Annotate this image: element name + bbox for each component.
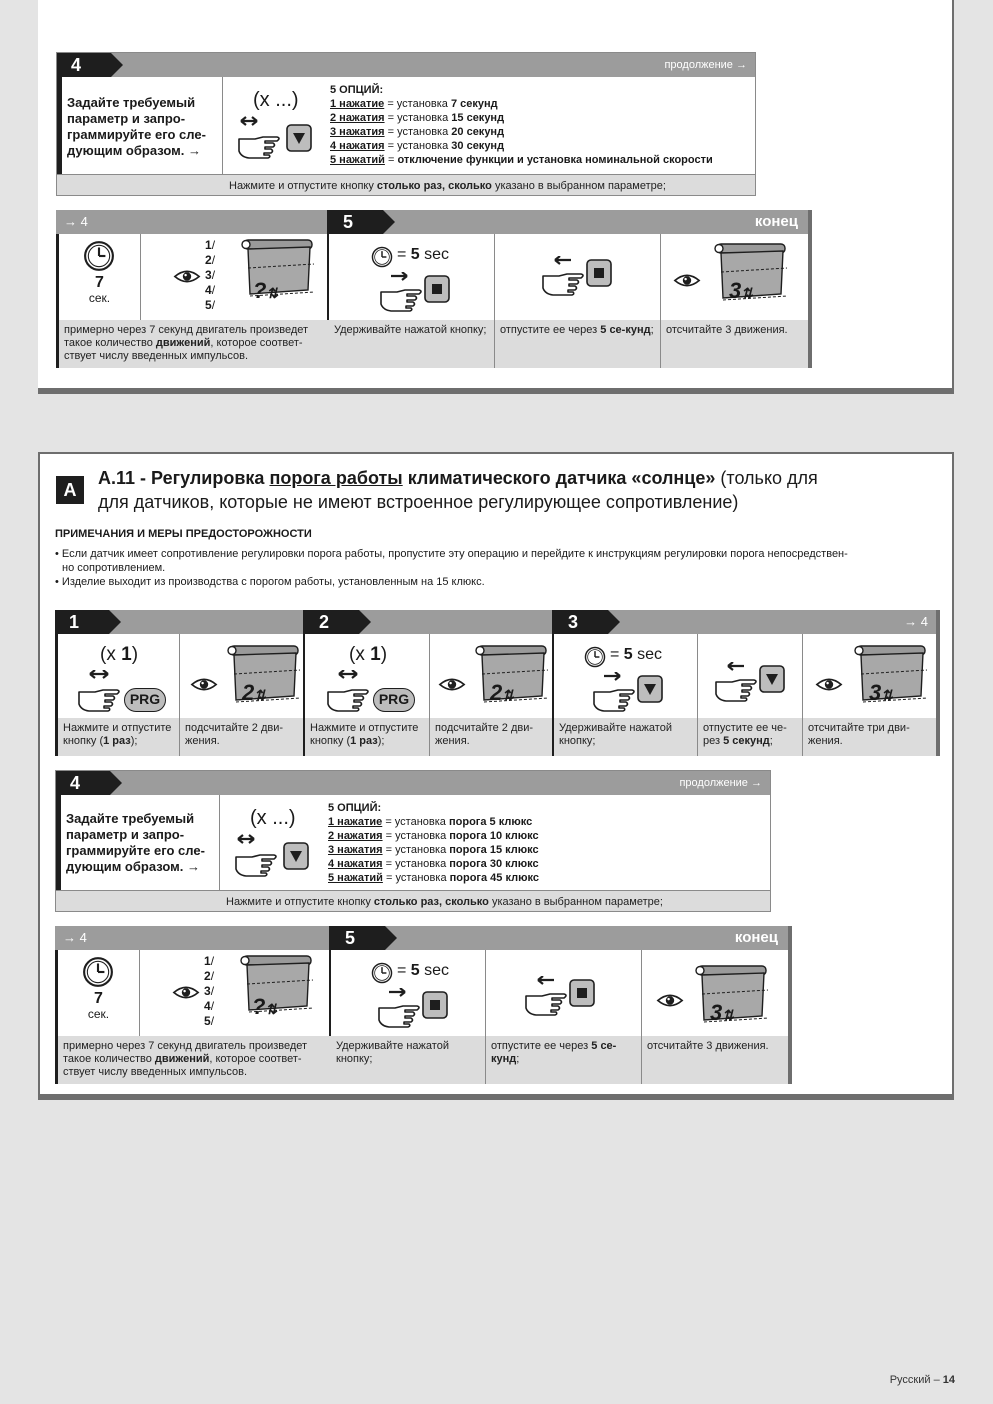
three-movements-mark: 3⇅ <box>729 278 753 303</box>
continuation-label: продолжение → <box>679 777 762 789</box>
hold-cell <box>329 234 494 320</box>
count3-cell <box>661 234 808 320</box>
prg-button: PRG <box>124 688 166 712</box>
up-down-arrows-icon: ⇅ <box>881 687 893 703</box>
eye-icon <box>173 268 201 285</box>
arrow-right-icon: → <box>736 59 747 71</box>
top-step4-header <box>57 53 755 77</box>
top-step4-block <box>56 52 756 196</box>
notes-heading: ПРИМЕЧАНИЯ И МЕРЫ ПРЕДОСТОРОЖНОСТИ <box>55 528 312 540</box>
section-badge: A <box>56 476 84 504</box>
count3-cell <box>642 950 788 1036</box>
shade-count-cell <box>140 950 329 1036</box>
step3-hold-cell <box>554 634 697 718</box>
step1-press-cell <box>58 634 179 718</box>
goto-step4-label: → 4 <box>904 614 928 629</box>
up-down-arrows-icon: ⇅ <box>741 285 753 301</box>
step2-press-cell <box>305 634 429 718</box>
clock-cell <box>59 234 140 320</box>
hand-press-down-icon <box>237 115 321 161</box>
three-movements-mark: 3⇅ <box>869 680 893 705</box>
step4-number: 4 <box>56 771 110 795</box>
up-down-arrows-icon: ⇅ <box>265 1001 278 1017</box>
step1-count-cell <box>180 634 303 718</box>
hand-press-down-icon <box>592 672 668 712</box>
release-cell <box>486 950 641 1036</box>
clock-cell <box>58 950 139 1036</box>
step4-instruction: Задайте требуемый параметр и запро- граммируйте его сле- дующим образом. → <box>66 811 205 874</box>
step2-count-cell <box>430 634 552 718</box>
eye-icon <box>673 272 701 289</box>
seconds-value: 7 <box>95 274 104 291</box>
up-down-arrows-icon: ⇅ <box>722 1007 734 1023</box>
two-movements-mark: 2⇅ <box>490 680 514 705</box>
step1-cap-press: Нажмите и отпустите кнопку (1 раз); <box>58 718 179 756</box>
page-number: 14 <box>942 1374 955 1386</box>
goto-step4-label: → 4 <box>63 930 87 945</box>
eye-icon <box>172 984 200 1001</box>
clock-icon <box>371 246 393 268</box>
top-step4-count-label: (х ...) <box>253 89 299 111</box>
unknown-movements-mark: ?⇅ <box>253 278 279 303</box>
step3-release-cell <box>698 634 802 718</box>
count-list: 1/ 2/ 3/ 4/ 5/ <box>204 954 215 1028</box>
steps-row <box>55 610 936 756</box>
hold-duration: = 5 sec <box>610 646 663 663</box>
end-label: конец <box>734 929 778 946</box>
press-count: (х 1) <box>349 644 388 665</box>
hand-stop-icon <box>379 272 455 312</box>
continuation-label: продолжение → <box>664 59 747 71</box>
top-card <box>38 0 954 394</box>
row4-cap1: примерно через 7 секунд двигатель произведет такое количество движений, которое соответ-ствует числу введенных импульсов. <box>58 1036 332 1084</box>
top-row2-header <box>56 210 808 234</box>
press-count: (х 1) <box>100 644 139 665</box>
hand-press-down-icon <box>234 833 318 879</box>
top-row2-cap1: примерно через 7 секунд двигатель произведет такое количество движений, которое соответ-ствует числу введенных импульсов. <box>59 320 330 368</box>
top-step4-instruction: Задайте требуемый параметр и запро- граммируйте его сле- дующим образом. → <box>67 95 206 158</box>
step4-count-label: (х ...) <box>250 807 296 829</box>
step1-number: 1 <box>55 610 109 634</box>
section-title: A.11 - Регулировка порога работы климатического датчика «солнце» (только для для датчиков, которые не имеют встроенное регулирующее сопротивление) <box>98 468 818 512</box>
clock-icon <box>83 240 115 272</box>
step5-number: 5 <box>331 926 385 950</box>
shade-count-cell <box>141 234 327 320</box>
arrow-right-icon: → <box>187 859 200 874</box>
three-movements-mark: 3⇅ <box>710 1000 734 1025</box>
up-down-arrows-icon: ⇅ <box>266 285 279 301</box>
top-step4-options: 5 ОПЦИЙ: 1 нажатие = установка 7 секунд 2 нажатия = установка 15 секунд 3 нажатия = установка 20 секунд 4 нажатия = установка 30 секунд 5 нажатий = отключение функции и установка номинальной скорости <box>330 84 713 166</box>
top-step4-footer: Нажмите и отпустите кнопку столько раз, сколько указано в выбранном параметре; <box>57 174 755 195</box>
step3-cap-hold: Удерживайте нажатой кнопку; <box>554 718 697 756</box>
step5-number: 5 <box>329 210 383 234</box>
up-down-arrows-icon: ⇅ <box>502 687 514 703</box>
steps-header <box>55 610 936 634</box>
count-list: 1/ 2/ 3/ 4/ 5/ <box>205 238 216 312</box>
notes-list: • Если датчик имеет сопротивление регулировки порога работы, пропустите эту операцию и перейдите к инструкциям регулировки порога непосредствен- но сопротивлением. • Изделие выходит из производства с порогом работы, установленным на 15 клюкс. <box>55 548 848 588</box>
hand-release-icon <box>541 256 617 296</box>
clock-icon <box>584 646 606 668</box>
hold-duration: = 5 sec <box>397 962 450 979</box>
row4-header <box>55 926 788 950</box>
top-row2-cap2: Удерживайте нажатой кнопку; <box>329 320 494 368</box>
step4-options: 5 ОПЦИЙ: 1 нажатие = установка порога 5 клюкс 2 нажатия = установка порога 10 клюкс 3 нажатия = установка порога 15 клюкс 4 нажатия = установка порога 30 клюкс 5 нажатий = установка порога 45 клюкс <box>328 802 539 884</box>
step4-header <box>56 771 770 795</box>
step4-block <box>55 770 771 912</box>
unknown-movements-mark: ?⇅ <box>252 994 278 1019</box>
row4-cap4: отсчитайте 3 движения. <box>642 1036 788 1084</box>
prg-button: PRG <box>373 688 415 712</box>
clock-icon <box>371 962 393 984</box>
top-row2-cap4: отсчитайте 3 движения. <box>661 320 808 368</box>
eye-icon <box>656 992 684 1009</box>
step1-cap-count: подсчитайте 2 дви-жения. <box>180 718 303 756</box>
clock-icon <box>82 956 114 988</box>
release-cell <box>495 234 660 320</box>
step3-cap-release: отпустите ее че-рез 5 секунд; <box>698 718 802 756</box>
page-footer: Русский – 14 <box>889 1374 955 1386</box>
arrow-right-icon: → <box>751 777 762 789</box>
top-step4-number: 4 <box>57 53 111 77</box>
eye-icon <box>438 676 466 693</box>
step2-cap-press: Нажмите и отпустите кнопку (1 раз); <box>305 718 429 756</box>
hold-cell <box>331 950 485 1036</box>
seconds-value: 7 <box>94 990 103 1007</box>
goto-step4-label: → 4 <box>64 214 88 229</box>
hold-duration: = 5 sec <box>397 246 450 263</box>
step3-number: 3 <box>554 610 608 634</box>
section-card <box>38 452 954 1100</box>
step4-footer: Нажмите и отпустите кнопку столько раз, сколько указано в выбранном параметре; <box>56 890 770 911</box>
row4-cap3: отпустите ее через 5 се-кунд; <box>486 1036 641 1084</box>
top-row2-cap3: отпустите ее через 5 се-кунд; <box>495 320 660 368</box>
step2-cap-count: подсчитайте 2 дви-жения. <box>430 718 552 756</box>
hand-release-icon <box>714 662 790 702</box>
eye-icon <box>190 676 218 693</box>
seconds-unit: сек. <box>87 1007 110 1021</box>
arrow-right-icon: → <box>188 143 201 158</box>
hand-stop-icon <box>377 988 453 1028</box>
row4-cap2: Удерживайте нажатой кнопку; <box>331 1036 485 1084</box>
two-movements-mark: 2⇅ <box>242 680 266 705</box>
step3-cap-count: отсчитайте три дви-жения. <box>803 718 936 756</box>
hand-release-icon <box>524 976 600 1016</box>
eye-icon <box>815 676 843 693</box>
end-label: конец <box>754 213 798 230</box>
top-row2-block <box>56 210 808 368</box>
up-down-arrows-icon: ⇅ <box>254 687 266 703</box>
step3-count-cell <box>803 634 936 718</box>
step2-number: 2 <box>305 610 359 634</box>
row4-block <box>55 926 788 1084</box>
seconds-unit: сек. <box>88 291 111 305</box>
